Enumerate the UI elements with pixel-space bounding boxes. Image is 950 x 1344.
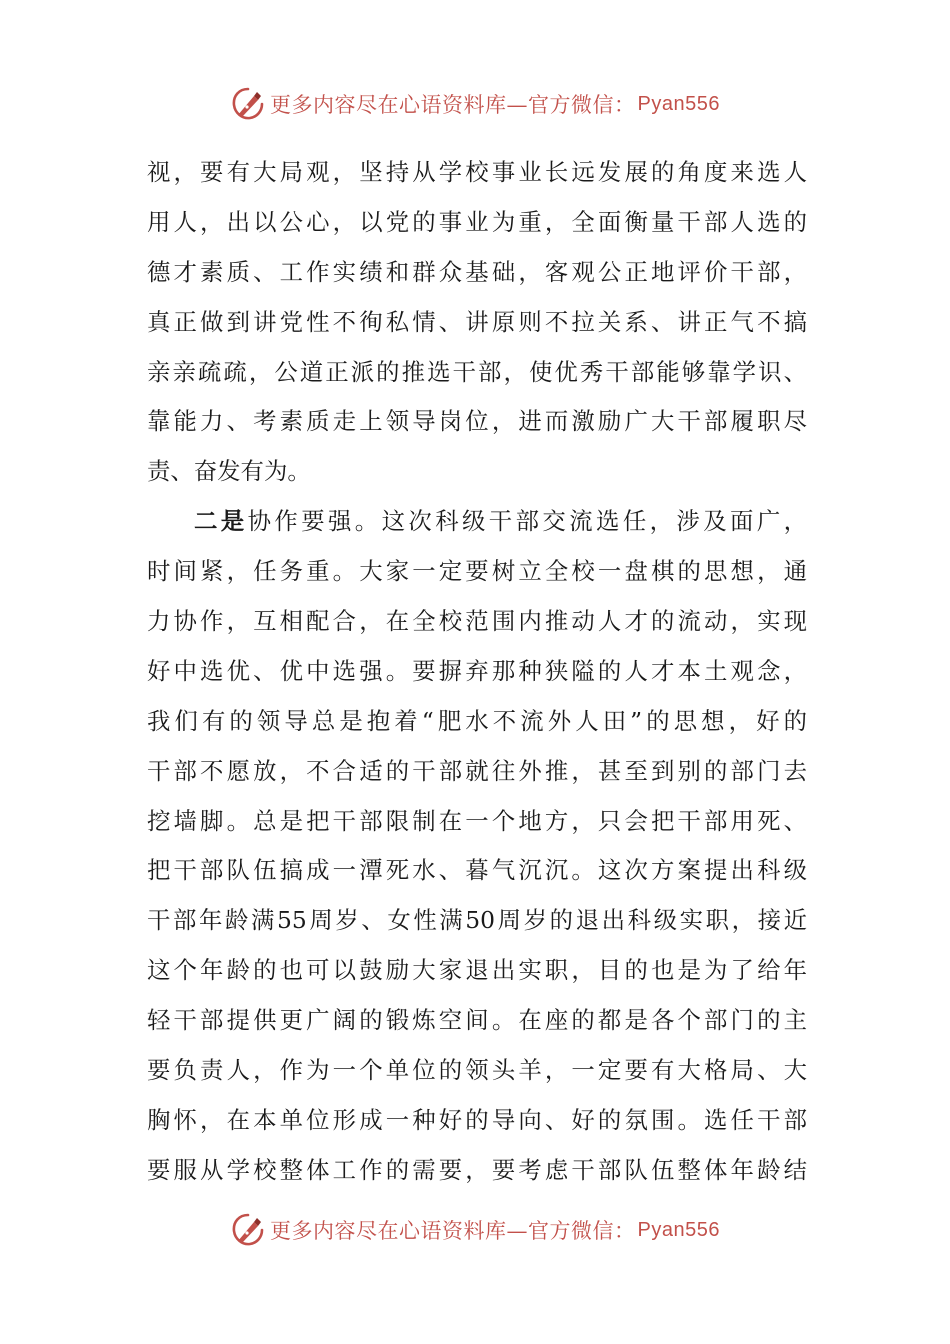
text-line: 德才素质、工作实绩和群众基础，客观公正地评价干部， [147,257,807,286]
text-line: 用人，出以公心，以党的事业为重，全面衡量干部人选的 [147,207,807,236]
text-line: 轻干部提供更广阔的锻炼空间。在座的都是各个部门的主 [147,1006,807,1035]
text-line: 好中选优、优中选强。要摒弃那种狭隘的人才本土观念， [147,656,807,685]
text-line: 靠能力、考素质走上领导岗位，进而激励广大干部履职尽 [147,407,807,436]
watermark-wechat-id: Pyan556 [637,92,720,115]
paragraph-2 [147,497,807,1195]
paragraph-1 [147,148,807,497]
text-line: 我们有的领导总是抱着“肥水不流外人田”的思想，好的 [147,706,807,735]
text-line: 视，要有大局观，坚持从学校事业长远发展的角度来选人 [147,158,807,186]
pen-nib-circle-icon [230,1212,266,1248]
text-line: 胸怀，在本单位形成一种好的导向、好的氛围。选任干部 [147,1105,807,1134]
watermark-wechat-id: Pyan556 [637,1218,720,1241]
text-line: 真正做到讲党性不徇私情、讲原则不拉关系、讲正气不搞 [147,307,807,336]
watermark-text: 更多内容尽在心语资料库—官方微信： [270,1219,636,1243]
text-line: 要负责人，作为一个单位的领头羊，一定要有大格局、大 [147,1056,807,1085]
text-line: 挖墙脚。总是把干部限制在一个地方，只会把干部用死、 [147,806,807,835]
text-line: 亲亲疏疏，公道正派的推选干部，使优秀干部能够靠学识、 [147,357,807,386]
pen-nib-circle-icon [230,86,266,122]
text-line: 干部不愿放，不合适的干部就往外推，甚至到别的部门去 [147,756,807,785]
paragraph-lead: 二是 [194,507,248,536]
paragraph-lead-rest: 协作要强。这次科级干部交流选任，涉及面广， [247,507,808,536]
footer-watermark [0,1208,950,1252]
text-line: 这个年龄的也可以鼓励大家退出实职，目的也是为了给年 [147,956,807,985]
header-watermark [0,82,950,126]
text-line-first [147,497,807,547]
document-body [147,148,807,1196]
text-line: 要服从学校整体工作的需要，要考虑干部队伍整体年龄结 [147,1155,807,1184]
text-line: 把干部队伍搞成一潭死水、暮气沉沉。这次方案提出科级 [147,856,807,885]
text-line: 干部年龄满55周岁、女性满50周岁的退出科级实职，接近 [147,906,807,935]
text-line: 责、奋发有为。 [147,457,311,486]
watermark-text: 更多内容尽在心语资料库—官方微信： [270,93,636,117]
text-line: 时间紧，任务重。大家一定要树立全校一盘棋的思想，通 [147,557,807,586]
text-line: 力协作，互相配合，在全校范围内推动人才的流动，实现 [147,607,807,636]
